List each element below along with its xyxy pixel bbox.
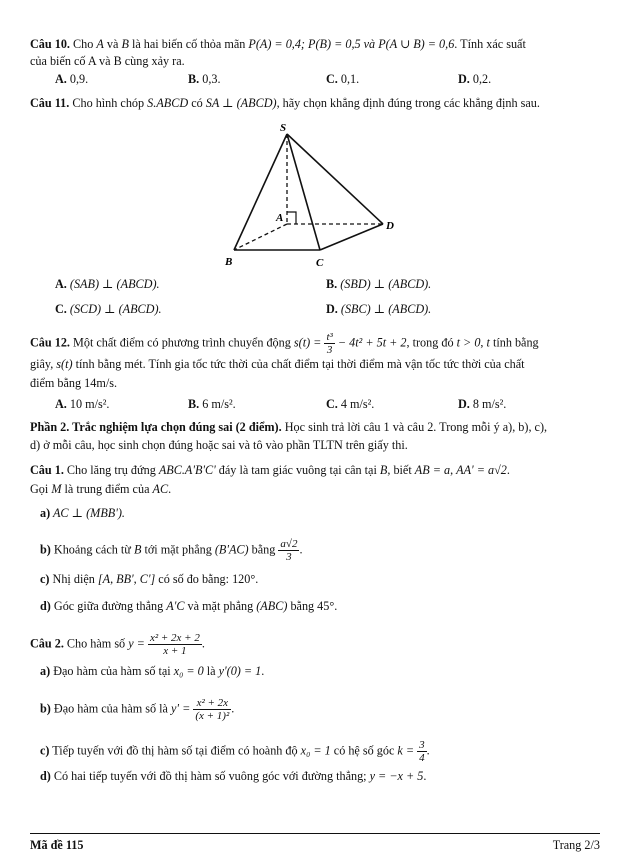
p2q2-item-c: c) Tiếp tuyến với đồ thị hàm số tại điểm có hoành độ x₀ = 1 có hệ số góc k = $\frac{3}{4}$ . [40, 739, 430, 764]
p2q1-stem: Câu 1. Cho lăng trụ đứng ABC.A'B'C' đáy là tam giác vuông tại cân tại B, biết AB = a, AA' = a√2. [30, 463, 510, 477]
part2-heading: Phần 2. Trắc nghiệm lựa chọn đúng sai (2 điểm). Học sinh trả lời câu 1 và câu 2. Trong mỗi ý a), b), c), [30, 420, 548, 434]
q10-stem-line2: của biến cố A và B cùng xảy ra. [30, 54, 185, 68]
p2q2-b-fraction: $\frac{\text{x² + 2x}}{\text{(x + 1)²}}$ [195, 697, 230, 722]
q12-option-d: D. 8 m/s². [458, 397, 507, 411]
vertex-a: A [276, 212, 284, 224]
edge-sd [287, 134, 383, 224]
exam-code: Mã đề 115 [30, 838, 84, 852]
q12-option-a: A. 10 m/s². [55, 397, 110, 411]
q12-option-c: C. 4 m/s². [326, 397, 375, 411]
q11-option-c: C. (SCD) ⊥ (ABCD). [55, 302, 162, 316]
vertex-d: D [386, 220, 394, 232]
q12-fraction: $\frac{\text{t³}}{3}$ [326, 331, 333, 356]
q10-label: Câu 10. [30, 37, 70, 51]
p2q1-stem-line2: Gọi M là trung điểm của AC. [30, 482, 172, 496]
p2q1-label: Câu 1. [30, 463, 64, 477]
q10-option-d: D. 0,2. [458, 72, 492, 86]
footer-divider [30, 833, 600, 834]
q11-option-a: A. (SAB) ⊥ (ABCD). [55, 277, 160, 291]
vertex-c: C [316, 257, 324, 269]
page-number: Trang 2/3 [552, 838, 600, 852]
p2q1-b-fraction: $\frac{a√2}{3}$ [280, 538, 298, 563]
p2q2-item-d: d) Có hai tiếp tuyến với đồ thị hàm số vuông góc với đường thẳng; y = −x + 5. [40, 769, 427, 783]
edge-ab [234, 224, 287, 250]
q12-stem-line2: giây, s(t) tính bằng mét. Tính gia tốc tức thời của chất điểm tại thời điểm mà vận tốc tức thời của chất [30, 357, 525, 371]
p2q1-item-d: d) Góc giữa đường thẳng A'C và mặt phẳng (ABC) bằng 45°. [40, 599, 338, 613]
q12-stem-line3: điểm bằng 14m/s. [30, 376, 117, 390]
q12-label: Câu 12. [30, 335, 70, 350]
p2q2-stem: Câu 2. Cho hàm số y = $\frac{\text{x² + 2x + 2}}{x + 1}$ . [30, 632, 205, 657]
q10-stem: Câu 10. Cho A và B là hai biến cố thỏa mãn P(A) = 0,4; P(B) = 0,5 và P(A ∪ B) = 0,6. Tính xác suất [30, 37, 526, 51]
p2q2-item-b: b) Đạo hàm của hàm số là y' = $\frac{\text{x² + 2x}}{\text{(x + 1)²}}$ . [40, 697, 235, 722]
p2q2-label: Câu 2. [30, 636, 64, 651]
part2-intro-line2: d) ở mỗi câu, học sinh chọn đúng hoặc sai và tô vào phần TLTN trên giấy thi. [30, 438, 408, 452]
p2q2-fraction: $\frac{\text{x² + 2x + 2}}{x + 1}$ [149, 632, 200, 657]
q11-stem: Câu 11. Cho hình chóp S.ABCD có SA ⊥ (ABCD), hãy chọn khẳng định đúng trong các khẳng định sau. [30, 96, 540, 110]
pyramid-figure [220, 118, 410, 270]
q10-probabilities: P(A) = 0,4; P(B) = 0,5 và P(A ∪ B) = 0,6 [248, 37, 455, 51]
q12-stem: Câu 12. Một chất điểm có phương trình chuyển động s(t) = $\frac{\text{t³}}{3}$ − 4t² + 5t + 2, trong đó t > 0, t tính bằng [30, 331, 539, 356]
p2q2-c-fraction: $\frac{3}{4}$ [419, 739, 425, 764]
part2-title: Phần 2. Trắc nghiệm lựa chọn đúng sai (2 điểm). [30, 420, 282, 434]
vertex-b: B [225, 256, 233, 268]
q11-label: Câu 11. [30, 96, 70, 110]
p2q1-item-a: a) AC ⊥ (MBB'). [40, 506, 125, 520]
q11-option-b: B. (SBD) ⊥ (ABCD). [326, 277, 432, 291]
q12-option-b: B. 6 m/s². [188, 397, 236, 411]
q10-option-a: A. 0,9. [55, 72, 89, 86]
p2q1-item-c: c) Nhị diện [A, BB', C'] có số đo bằng: 120°. [40, 572, 259, 586]
vertex-s: S [280, 122, 287, 134]
edge-cd [320, 224, 383, 250]
edge-sc [287, 134, 320, 250]
p2q1-item-b: b) Khoảng cách từ B tới mặt phẳng (B'AC) bằng $\frac{a√2}{3}$ . [40, 538, 303, 563]
q10-option-b: B. 0,3. [188, 72, 221, 86]
q10-option-c: C. 0,1. [326, 72, 360, 86]
right-angle-mark [287, 212, 296, 224]
edge-sb [234, 134, 287, 250]
q11-option-d: D. (SBC) ⊥ (ABCD). [326, 302, 432, 316]
p2q2-item-a: a) Đạo hàm của hàm số tại x₀ = 0 là y'(0) = 1. [40, 664, 265, 678]
